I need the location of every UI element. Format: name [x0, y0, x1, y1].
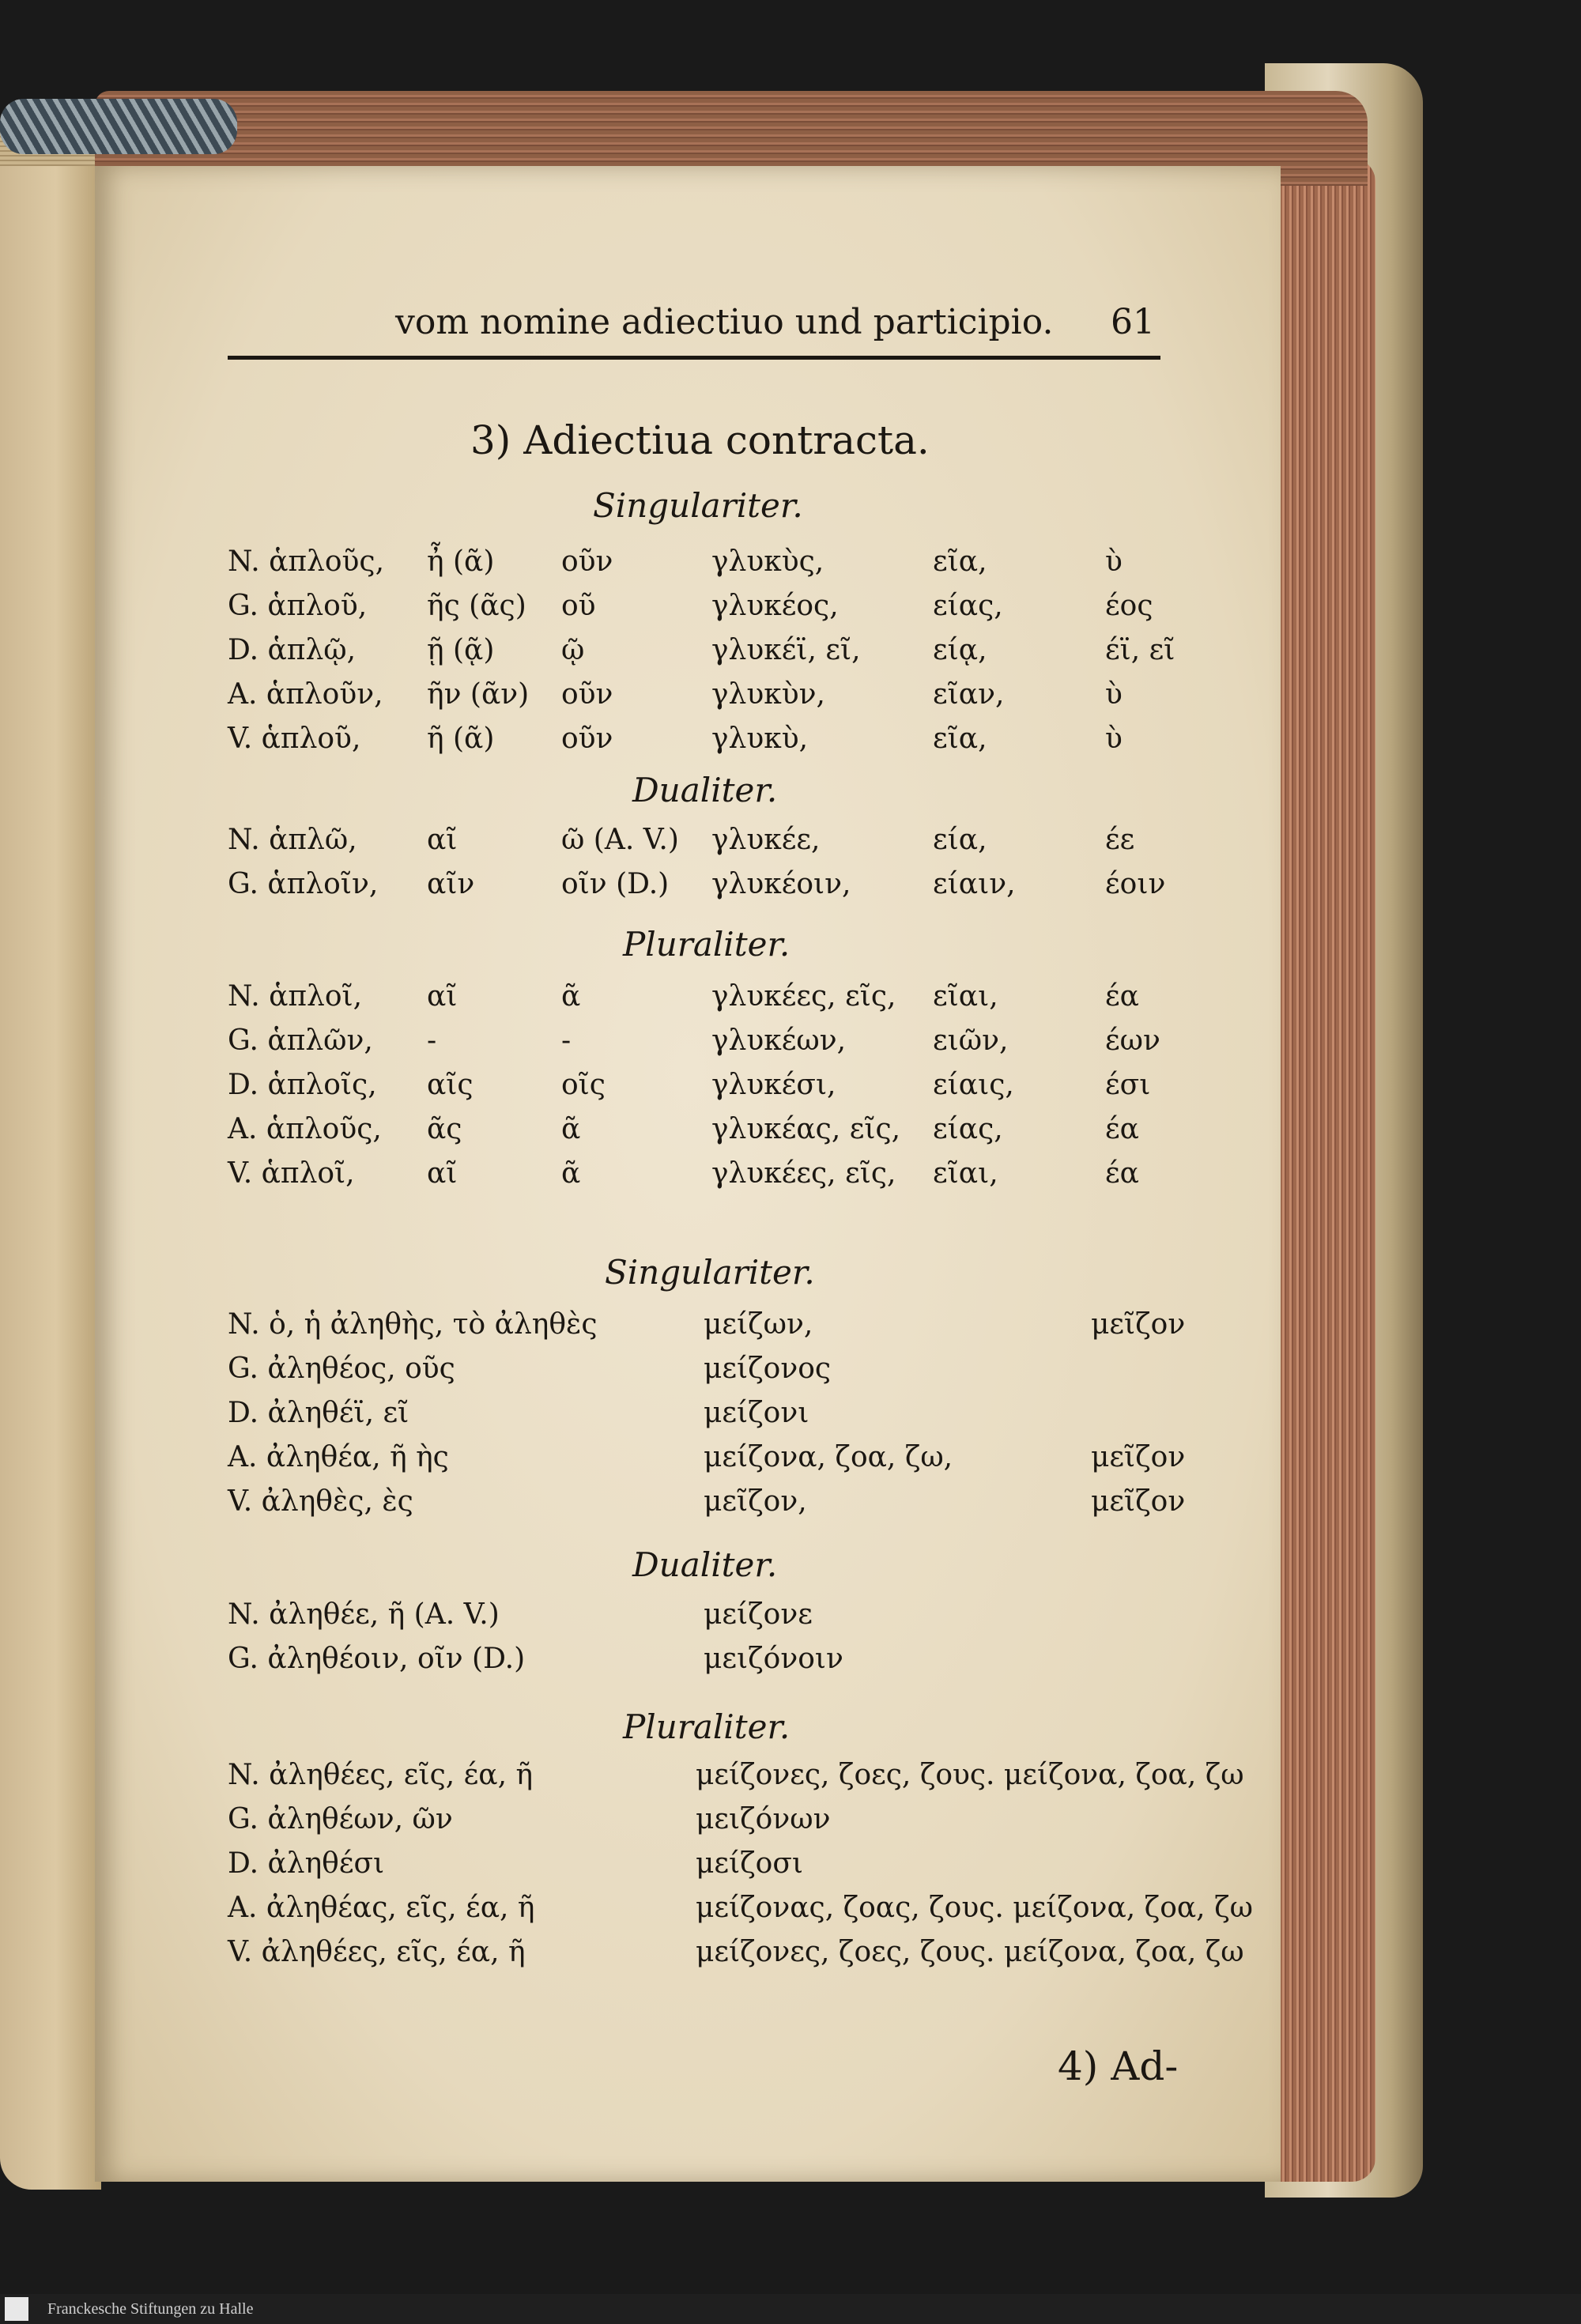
table-cell: D. ἀληθέσι [228, 1847, 385, 1880]
table-cell: ῷ [561, 634, 585, 666]
table-cell: μείζονε [704, 1598, 813, 1631]
table-cell: N. ἀληθέες, εῖς, έα, ῆ [228, 1759, 534, 1791]
running-title: vom nomine adiectiuo und participio. [395, 302, 1054, 342]
table-cell: ἦ (ᾶ) [427, 545, 495, 578]
table-cell: V. ἀληθέες, εῖς, έα, ῆ [228, 1936, 526, 1968]
table-cell: είαις, [933, 1069, 1014, 1101]
table-cell: έσι [1105, 1069, 1151, 1101]
table-cell: γλυκέες, εῖς, [711, 1157, 896, 1190]
dual-heading-2: Dualiter. [632, 1545, 778, 1584]
table-cell: είας, [933, 590, 1003, 622]
table-cell: αῖς [427, 1069, 474, 1101]
table-cell: A. ἀληθέα, ῆ ὴς [228, 1441, 449, 1473]
table-cell: οῦν [561, 678, 613, 711]
table-cell: N. ἁπλῶ, [228, 824, 357, 856]
table-cell: είᾳ, [933, 634, 987, 666]
catchword: 4) Ad- [1058, 2043, 1179, 2089]
table-cell: εῖαν, [933, 678, 1005, 711]
table-cell: N. ὁ, ἡ ἀληθὴς, τὸ ἀληθὲς [228, 1308, 598, 1341]
table-cell: έϊ, εῖ [1105, 634, 1175, 666]
table-cell: έων [1105, 1024, 1160, 1057]
table-cell: έα [1105, 980, 1139, 1013]
table-cell: έοιν [1105, 868, 1166, 900]
table-cell: έος [1105, 590, 1153, 622]
table-cell: ῶ (A. V.) [561, 824, 679, 856]
table-cell: οῦν [561, 545, 613, 578]
table-cell: μείζων, [704, 1308, 813, 1341]
table-cell: μείζονες, ζοες, ζους. μείζονα, ζοα, ζω [696, 1936, 1244, 1968]
singular-heading-1: Singulariter. [593, 486, 803, 525]
table-cell: μείζονας, ζοας, ζους. μείζονα, ζοα, ζω [696, 1892, 1253, 1924]
table-cell: V. ἁπλοῦ, [228, 722, 361, 755]
table-cell: οῦ [561, 590, 596, 622]
table-cell: γλυκέων, [711, 1024, 847, 1057]
headband [0, 99, 237, 154]
table-cell: V. ἀληθὲς, ὲς [228, 1485, 413, 1518]
table-cell: γλυκὺς, [711, 545, 824, 578]
table-cell: ῆς (ᾶς) [427, 590, 526, 622]
table-cell: A. ἁπλοῦς, [228, 1113, 382, 1145]
table-cell: - [561, 1024, 572, 1057]
table-cell: G. ἀληθέος, οῦς [228, 1353, 455, 1385]
table-cell: είας, [933, 1113, 1003, 1145]
table-cell: εῖα, [933, 545, 987, 578]
table-cell: γλυκὺ, [711, 722, 809, 755]
table-cell: G. ἀληθέοιν, οῖν (D.) [228, 1643, 526, 1675]
table-cell: G. ἀληθέων, ῶν [228, 1803, 453, 1835]
table-cell: ᾶ [561, 1113, 581, 1145]
table-cell: είαιν, [933, 868, 1016, 900]
plural-heading-1: Pluraliter. [623, 925, 790, 964]
table-cell: εῖαι, [933, 980, 998, 1013]
table-cell: οῖς [561, 1069, 606, 1101]
table-cell: μείζονος [704, 1353, 832, 1385]
table-cell: ειῶν, [933, 1024, 1009, 1057]
table-cell: γλυκέας, εῖς, [711, 1113, 901, 1145]
table-cell: οῖν (D.) [561, 868, 670, 900]
table-cell: αῖν [427, 868, 475, 900]
table-cell: ᾶ [561, 980, 581, 1013]
table-cell: A. ἁπλοῦν, [228, 678, 383, 711]
table-cell: μείζονα, ζοα, ζω, [704, 1441, 953, 1473]
table-cell: μεῖζον [1091, 1485, 1186, 1518]
table-cell: εῖαι, [933, 1157, 998, 1190]
table-cell: έε [1105, 824, 1135, 856]
table-cell: μεῖζον, [704, 1485, 807, 1518]
table-cell: αῖ [427, 824, 458, 856]
table-cell: G. ἁπλοῖν, [228, 868, 379, 900]
table-cell: A. ἀληθέας, εῖς, έα, ῆ [228, 1892, 535, 1924]
book-page [95, 166, 1281, 2182]
table-cell: γλυκέϊ, εῖ, [711, 634, 861, 666]
section-title: 3) Adiectiua contracta. [470, 417, 930, 463]
table-cell: μείζονες, ζοες, ζους. μείζονα, ζοα, ζω [696, 1759, 1244, 1791]
table-cell: γλυκέες, εῖς, [711, 980, 896, 1013]
table-cell: N. ἁπλοῖ, [228, 980, 363, 1013]
table-cell: μείζοσι [696, 1847, 804, 1880]
table-cell: οῦν [561, 722, 613, 755]
page-fore-edge [1265, 158, 1375, 2182]
table-cell: έα [1105, 1157, 1139, 1190]
table-cell: μειζόνων [696, 1803, 831, 1835]
table-cell: ῇ (ᾷ) [427, 634, 495, 666]
table-cell: αῖ [427, 980, 458, 1013]
header-rule [228, 356, 1160, 360]
dual-heading-1: Dualiter. [632, 771, 778, 809]
table-cell: D. ἀληθέϊ, εῖ [228, 1397, 409, 1429]
table-cell: ῆ (ᾶ) [427, 722, 495, 755]
table-cell: D. ἁπλοῖς, [228, 1069, 377, 1101]
table-cell: μεῖζον [1091, 1441, 1186, 1473]
left-page [0, 166, 101, 2190]
table-cell: ὺ [1105, 545, 1123, 578]
library-logo-icon [5, 2297, 28, 2321]
table-cell: ὺ [1105, 722, 1123, 755]
table-cell: γλυκέοιν, [711, 868, 851, 900]
table-cell: γλυκέος, [711, 590, 839, 622]
table-cell: εία, [933, 824, 987, 856]
table-cell: G. ἁπλῶν, [228, 1024, 373, 1057]
table-cell: γλυκέε, [711, 824, 821, 856]
table-cell: γλυκέσι, [711, 1069, 836, 1101]
page-number: 61 [1111, 302, 1155, 342]
table-cell: G. ἁπλοῦ, [228, 590, 368, 622]
table-cell: V. ἁπλοῖ, [228, 1157, 355, 1190]
table-cell: εῖα, [933, 722, 987, 755]
table-cell: μείζονι [704, 1397, 809, 1429]
singular-heading-2: Singulariter. [605, 1253, 815, 1292]
table-cell: ᾶς [427, 1113, 462, 1145]
table-cell: N. ἁπλοῦς, [228, 545, 385, 578]
table-cell: ὺ [1105, 678, 1123, 711]
table-cell: αῖ [427, 1157, 458, 1190]
table-cell: έα [1105, 1113, 1139, 1145]
table-cell: μεῖζον [1091, 1308, 1186, 1341]
table-cell: D. ἁπλῷ, [228, 634, 357, 666]
footer-library: Franckesche Stiftungen zu Halle [47, 2300, 254, 2318]
table-cell: - [427, 1024, 437, 1057]
table-cell: ῆν (ᾶν) [427, 678, 530, 711]
table-cell: ᾶ [561, 1157, 581, 1190]
table-cell: γλυκὺν, [711, 678, 825, 711]
table-cell: μειζόνοιν [704, 1643, 843, 1675]
table-cell: N. ἀληθέε, ῆ (A. V.) [228, 1598, 500, 1631]
plural-heading-2: Pluraliter. [623, 1707, 790, 1746]
footer-bar [0, 2294, 1581, 2324]
